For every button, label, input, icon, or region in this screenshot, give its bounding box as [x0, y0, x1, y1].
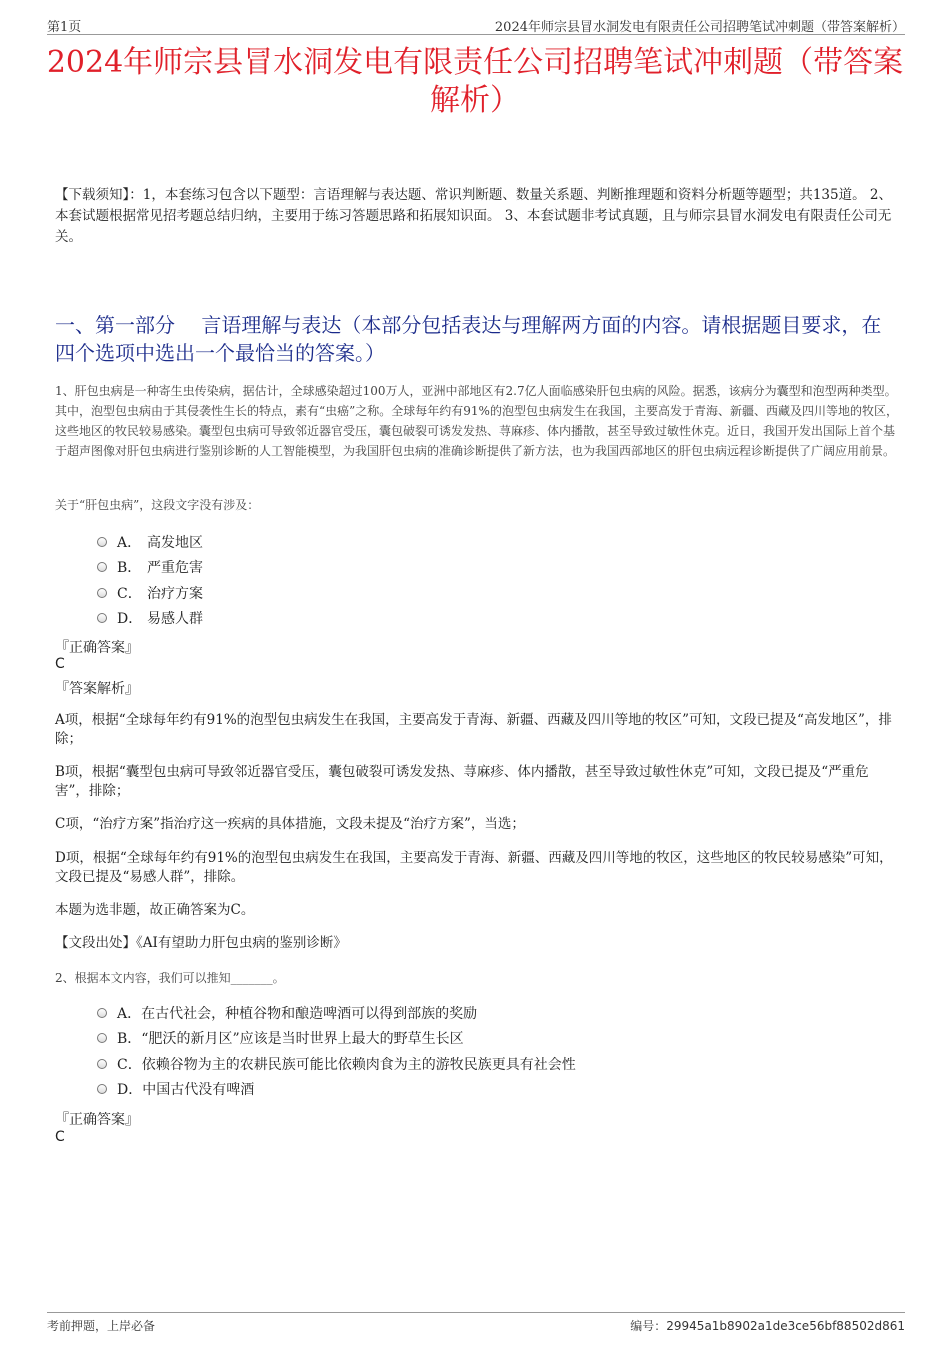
- option-text: “肥沃的新月区”应该是当时世界上最大的野草生长区: [141, 1031, 464, 1048]
- radio-icon[interactable]: [97, 537, 107, 547]
- q1-analysis-d: D项，根据“全球每年约有91%的泡型包虫病发生在我国，主要高发于青海、新疆、西藏及四川等地的牧区，这些地区的牧民较易感染”可知，文段已提及“易感人群”，排除。: [55, 850, 893, 885]
- radio-icon[interactable]: [97, 1008, 107, 1018]
- q2-answer: C: [55, 1129, 65, 1145]
- q1-source: 【文段出处】《AI有望助力肝包虫病的鉴别诊断》: [55, 935, 347, 951]
- option-letter: B．: [117, 1031, 142, 1048]
- q1-answer-label: 『正确答案』: [55, 640, 139, 656]
- header-doc-title: 2024年师宗县冒水洞发电有限责任公司招聘笔试冲刺题（带答案解析）: [494, 20, 905, 35]
- q1-answer: C: [55, 656, 65, 672]
- option-text: 依赖谷物为主的农耕民族可能比依赖肉食为主的游牧民族更具有社会性: [141, 1056, 576, 1073]
- q2-answer-label: 『正确答案』: [55, 1112, 139, 1128]
- radio-icon[interactable]: [97, 1033, 107, 1043]
- q1-question: 关于“肝包虫病”，这段文字没有涉及：: [55, 498, 260, 512]
- option-letter: A．: [117, 534, 142, 551]
- option-letter: D．: [117, 1082, 143, 1099]
- q1-analysis-label: 『答案解析』: [55, 681, 139, 697]
- page-number: 第1页: [47, 20, 82, 35]
- option-letter: C．: [117, 1056, 142, 1073]
- q2-options: [97, 1000, 576, 1102]
- section-title: 一、第一部分 言语理解与表达（本部分包括表达与理解两方面的内容。请根据题目要求，在四个选项中选出一个最恰当的答案。）: [55, 313, 882, 365]
- option-letter: B．: [117, 560, 142, 577]
- option-letter: C．: [117, 585, 142, 602]
- option-text: 在古代社会，种植谷物和酿造啤酒可以得到部族的奖励: [141, 1005, 478, 1022]
- q1-analysis-c: C项，“治疗方案”指治疗这一疾病的具体措施，文段未提及“治疗方案”，当选；: [55, 816, 525, 832]
- download-notice: 【下载须知】：1，本套练习包含以下题型：言语理解与表达题、常识判断题、数量关系题、判断推理题和资料分析题等题型；共135道。 2、本套试题根据常见招考题总结归纳，主要用于练习答题思路和拓展知识面。 3、本套试题非考试真题，且与师宗县冒水洞发电有限责任公司无关。: [55, 187, 892, 245]
- footer-slogan: 考前押题，上岸必备: [47, 1319, 156, 1333]
- option-letter: D．: [117, 611, 143, 628]
- option-text: 易感人群: [147, 611, 203, 628]
- option-text: 高发地区: [147, 534, 203, 551]
- option-letter: A．: [117, 1005, 142, 1022]
- q2-option-b[interactable]: [97, 1026, 576, 1052]
- radio-icon[interactable]: [97, 1084, 107, 1094]
- q2-option-a[interactable]: [97, 1000, 576, 1026]
- radio-icon[interactable]: [97, 613, 107, 623]
- q1-analysis-a: A项，根据“全球每年约有91%的泡型包虫病发生在我国，主要高发于青海、新疆、西藏及四川等地的牧区”可知，文段已提及“高发地区”，排除；: [55, 712, 892, 747]
- q1-option-b[interactable]: [97, 555, 203, 581]
- radio-icon[interactable]: [97, 562, 107, 572]
- q2-option-c[interactable]: [97, 1051, 576, 1077]
- q1-conclusion: 本题为选非题，故正确答案为C。: [55, 902, 255, 918]
- option-text: 严重危害: [147, 560, 203, 577]
- q1-option-c[interactable]: [97, 580, 203, 606]
- q2-option-d[interactable]: [97, 1077, 576, 1103]
- option-text: 治疗方案: [147, 585, 203, 602]
- page-title: 2024年师宗县冒水洞发电有限责任公司招聘笔试冲刺题（带答案解析）: [46, 45, 904, 118]
- q1-option-a[interactable]: [97, 529, 203, 555]
- q1-option-d[interactable]: [97, 606, 203, 632]
- page-header: [47, 14, 905, 35]
- footer-doc-id: 编号：29945a1b8902a1de3ce56bf88502d861: [630, 1319, 905, 1333]
- radio-icon[interactable]: [97, 588, 107, 598]
- q1-options: [97, 529, 203, 631]
- page-footer: [47, 1312, 905, 1337]
- q1-passage: 1、肝包虫病是一种寄生虫传染病，据估计，全球感染超过100万人，亚洲中部地区有2.7亿人面临感染肝包虫病的风险。据悉，该病分为囊型和泡型两种类型。其中，泡型包虫病由于其侵袭性生长的特点，素有“虫癌”之称。全球每年约有91%的泡型包虫病发生在我国，主要高发于青海、新疆、西藏及四川等地的牧区，这些地区的牧民较易感染。囊型包虫病可导致邻近器官受压，囊包破裂可诱发发热、荨麻疹、体内播散，甚至导致过敏性休克。近日，我国开发出国际上首个基于超声图像对肝包虫病进行鉴别诊断的人工智能模型，为我国肝包虫病的准确诊断提供了新方法，也为我国西部地区的肝包虫病远程诊断提供了广阔应用前景。: [55, 384, 898, 458]
- radio-icon[interactable]: [97, 1059, 107, 1069]
- q2-question: 2、根据本文内容，我们可以推知_______。: [55, 971, 285, 985]
- option-text: 中国古代没有啤酒: [142, 1082, 255, 1099]
- q1-analysis-b: B项，根据“囊型包虫病可导致邻近器官受压，囊包破裂可诱发发热、荨麻疹、体内播散，甚至导致过敏性休克”可知，文段已提及“严重危害”，排除；: [55, 764, 869, 799]
